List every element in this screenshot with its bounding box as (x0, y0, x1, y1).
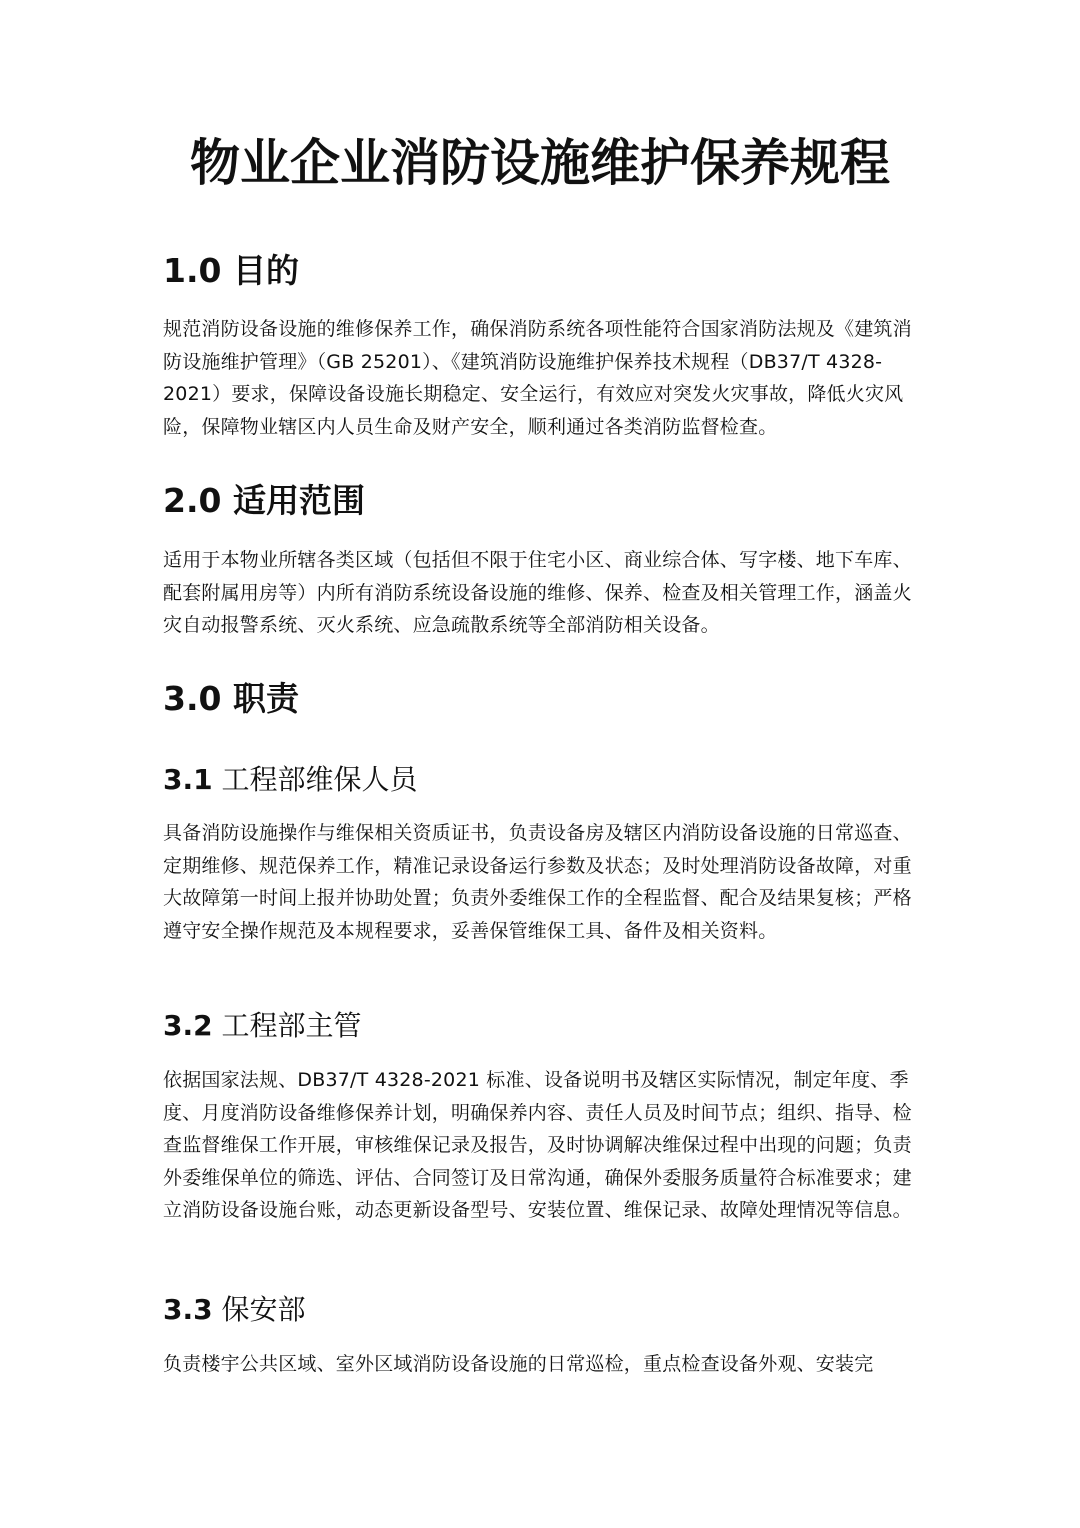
subsection-number: 3.1 (163, 763, 213, 796)
subsection-heading-security (163, 1290, 306, 1330)
subsection-heading-maintenance-staff (163, 760, 418, 800)
document-title: 物业企业消防设施维护保养规程 (190, 134, 890, 192)
subsection-body-maintenance-staff: 具备消防设施操作与维保相关资质证书，负责设备房及辖区内消防设备设施的日常巡查、定期维修、规范保养工作，精准记录设备运行参数及状态；及时处理消防设备故障，对重大故障第一时间上报并协助处置；负责外委维保工作的全程监督、配合及结果复核；严格遵守安全操作规范及本规程要求，妥善保管维保工具、备件及相关资料。 (163, 822, 912, 942)
subsection-title: 工程部维保人员 (221, 763, 418, 796)
section-body-purpose: 规范消防设备设施的维修保养工作，确保消防系统各项性能符合国家消防法规及《建筑消防设施维护管理》（GB 25201）、《建筑消防设施维护保养技术规程（DB37/T 4328-2021）要求，保障设备设施长期稳定、安全运行，有效应对突发火灾事故，降低火灾风险，保障物业辖区内人员生命及财产安全，顺利通过各类消防监督检查。 (163, 318, 912, 438)
section-heading-scope: 2.0 适用范围 (163, 481, 365, 520)
subsection-body-engineering-supervisor: 依据国家法规、DB37/T 4328-2021 标准、设备说明书及辖区实际情况，制定年度、季度、月度消防设备维修保养计划，明确保养内容、责任人员及时间节点；组织、指导、检查监督维保工作开展，审核维保记录及报告，及时协调解决维保过程中出现的问题；负责外委维保单位的筛选、评估、合同签订及日常沟通，确保外委服务质量符合标准要求；建立消防设备设施台账，动态更新设备型号、安装位置、维保记录、故障处理情况等信息。 (163, 1069, 912, 1221)
section-heading-responsibilities: 3.0 职责 (163, 679, 299, 718)
subsection-number: 3.2 (163, 1009, 213, 1042)
section-heading-purpose: 1.0 目的 (163, 251, 299, 290)
subsection-body-security: 负责楼宇公共区域、室外区域消防设备设施的日常巡检，重点检查设备外观、安装完 (163, 1353, 874, 1375)
section-body-scope: 适用于本物业所辖各类区域（包括但不限于住宅小区、商业综合体、写字楼、地下车库、配套附属用房等）内所有消防系统设备设施的维修、保养、检查及相关管理工作，涵盖火灾自动报警系统、灭火系统、应急疏散系统等全部消防相关设备。 (163, 549, 912, 636)
subsection-number: 3.3 (163, 1293, 213, 1326)
subsection-title: 工程部主管 (221, 1009, 362, 1042)
subsection-heading-engineering-supervisor (163, 1006, 362, 1046)
subsection-title: 保安部 (221, 1293, 306, 1326)
